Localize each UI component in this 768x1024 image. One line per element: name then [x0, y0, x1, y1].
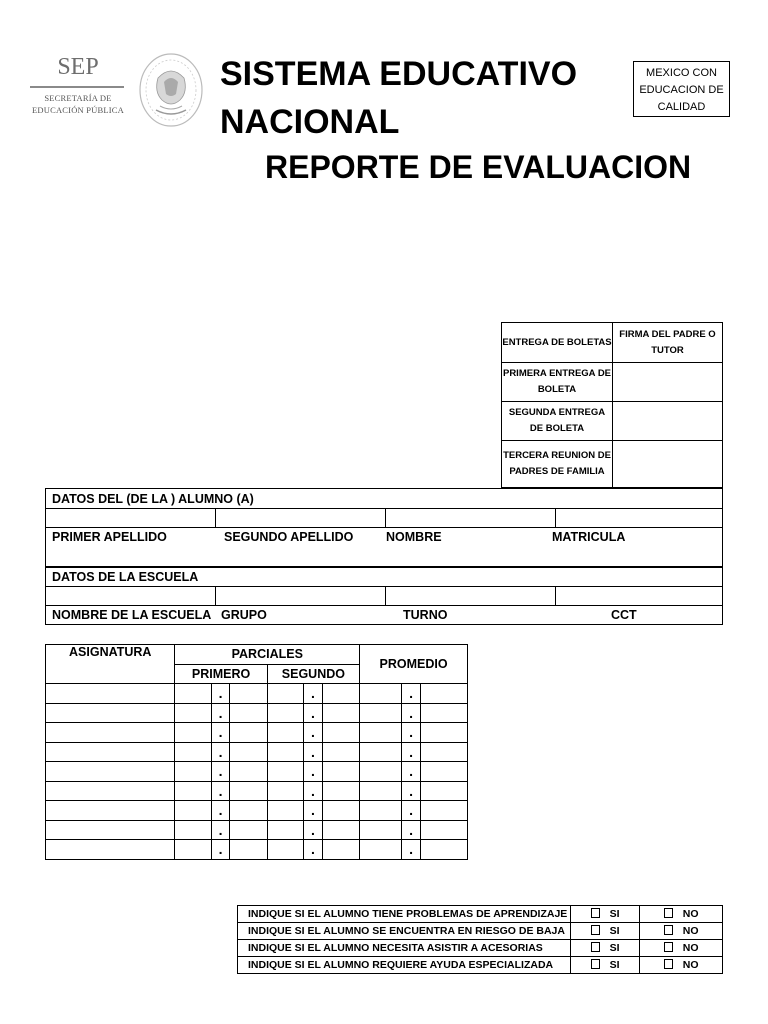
- list-item: [238, 940, 723, 957]
- si-checkbox[interactable]: [591, 942, 600, 952]
- primero-dot-cell: .: [211, 742, 230, 762]
- primero-dot-cell: .: [211, 723, 230, 743]
- primero-dec-cell[interactable]: [230, 781, 267, 801]
- primero-dot-cell: .: [211, 801, 230, 821]
- promedio-dot-cell: .: [402, 801, 421, 821]
- entrega-row-2: SEGUNDA ENTREGA DE BOLETA: [502, 402, 613, 441]
- segundo-dot-cell: .: [304, 723, 323, 743]
- primero-dec-cell[interactable]: [230, 762, 267, 782]
- promedio-int-cell[interactable]: [360, 762, 402, 782]
- no-option[interactable]: [640, 906, 723, 923]
- cct-label: CCT: [611, 608, 637, 622]
- segundo-dot-cell: .: [304, 703, 323, 723]
- entrega-row-1: PRIMERA ENTREGA DE BOLETA: [502, 363, 613, 402]
- primero-int-cell[interactable]: [175, 820, 211, 840]
- escuela-table: [45, 566, 723, 625]
- entrega-boletas-table: [501, 322, 723, 488]
- segundo-dot-cell: .: [304, 781, 323, 801]
- no-checkbox[interactable]: [664, 925, 673, 935]
- segundo-dec-cell[interactable]: [322, 840, 359, 860]
- si-checkbox[interactable]: [591, 925, 600, 935]
- sep-logo-subtitle: [28, 92, 128, 116]
- primero-dec-cell[interactable]: [230, 742, 267, 762]
- grupo-field[interactable]: [216, 587, 386, 606]
- si-label: SI: [609, 925, 620, 937]
- segundo-int-cell[interactable]: [267, 762, 303, 782]
- escuela-section-title: DATOS DE LA ESCUELA: [46, 567, 723, 587]
- table-row: [46, 742, 468, 762]
- table-row: [46, 723, 468, 743]
- sep-logo-text: SEP: [57, 54, 99, 80]
- firma-cell-2[interactable]: [613, 402, 723, 441]
- primero-int-cell[interactable]: [175, 684, 211, 704]
- nombre-escuela-label: NOMBRE DE LA ESCUELA: [52, 608, 212, 622]
- si-label: SI: [609, 908, 620, 920]
- cct-field[interactable]: [556, 587, 723, 606]
- firma-cell-1[interactable]: [613, 363, 723, 402]
- segundo-apellido-label: SEGUNDO APELLIDO: [224, 530, 354, 544]
- no-label: NO: [682, 959, 699, 971]
- title-line-1: SISTEMA EDUCATIVO: [220, 55, 578, 93]
- asignatura-cell[interactable]: [46, 781, 175, 801]
- segundo-dot-cell: .: [304, 684, 323, 704]
- primero-dot-cell: .: [211, 820, 230, 840]
- promedio-dot-cell: .: [402, 820, 421, 840]
- table-row: [46, 801, 468, 821]
- asignatura-cell[interactable]: [46, 762, 175, 782]
- si-label: SI: [609, 942, 620, 954]
- primero-dec-cell[interactable]: [230, 801, 267, 821]
- promedio-dec-cell[interactable]: [420, 742, 467, 762]
- indicator-question: INDIQUE SI EL ALUMNO SE ENCUENTRA EN RIESGO DE BAJA: [238, 923, 571, 940]
- turno-field[interactable]: [386, 587, 556, 606]
- table-row: [46, 684, 468, 704]
- promedio-int-cell[interactable]: [360, 801, 402, 821]
- promedio-dec-cell[interactable]: [420, 820, 467, 840]
- promedio-dot-cell: .: [402, 684, 421, 704]
- firma-cell-3[interactable]: [613, 441, 723, 488]
- si-checkbox[interactable]: [591, 908, 600, 918]
- table-row: [46, 820, 468, 840]
- asignatura-cell[interactable]: [46, 801, 175, 821]
- matricula-field[interactable]: [556, 509, 723, 528]
- list-item: [238, 923, 723, 940]
- promedio-int-cell[interactable]: [360, 723, 402, 743]
- segundo-dec-cell[interactable]: [322, 781, 359, 801]
- segundo-int-cell[interactable]: [267, 801, 303, 821]
- indicator-question: INDIQUE SI EL ALUMNO TIENE PROBLEMAS DE APRENDIZAJE: [238, 906, 571, 923]
- si-option[interactable]: [571, 940, 640, 957]
- report-title: REPORTE DE EVALUACION: [265, 149, 692, 185]
- primero-int-cell[interactable]: [175, 723, 211, 743]
- nombre-field[interactable]: [386, 509, 556, 528]
- asignatura-cell[interactable]: [46, 840, 175, 860]
- promedio-dot-cell: .: [402, 723, 421, 743]
- asignatura-cell[interactable]: [46, 703, 175, 723]
- no-option[interactable]: [640, 940, 723, 957]
- segundo-dot-cell: .: [304, 801, 323, 821]
- title-line-2: NACIONAL: [220, 103, 400, 141]
- segundo-dec-cell[interactable]: [322, 723, 359, 743]
- alumno-table: [45, 488, 723, 568]
- indicator-question: INDIQUE SI EL ALUMNO NECESITA ASISTIR A ACESORIAS: [238, 940, 571, 957]
- asignatura-header: ASIGNATURA: [46, 645, 175, 684]
- promedio-dec-cell[interactable]: [420, 840, 467, 860]
- calificaciones-table: [45, 644, 468, 860]
- promedio-int-cell[interactable]: [360, 742, 402, 762]
- primero-int-cell[interactable]: [175, 840, 211, 860]
- primero-dot-cell: .: [211, 840, 230, 860]
- list-item: [238, 957, 723, 974]
- segundo-int-cell[interactable]: [267, 742, 303, 762]
- no-checkbox[interactable]: [664, 908, 673, 918]
- promedio-header: PROMEDIO: [360, 645, 468, 684]
- asignatura-cell[interactable]: [46, 723, 175, 743]
- segundo-int-cell[interactable]: [267, 723, 303, 743]
- no-option[interactable]: [640, 923, 723, 940]
- primero-dec-cell[interactable]: [230, 684, 267, 704]
- promedio-dot-cell: .: [402, 781, 421, 801]
- primer-apellido-field[interactable]: [46, 509, 216, 528]
- primero-dot-cell: .: [211, 684, 230, 704]
- segundo-dot-cell: .: [304, 762, 323, 782]
- no-checkbox[interactable]: [664, 959, 673, 969]
- primero-int-cell[interactable]: [175, 762, 211, 782]
- primero-dec-cell[interactable]: [230, 703, 267, 723]
- grupo-label: GRUPO: [221, 608, 267, 622]
- promedio-dot-cell: .: [402, 703, 421, 723]
- sep-logo-subtitle-1: SECRETARÍA DE: [44, 93, 112, 103]
- list-item: [238, 906, 723, 923]
- no-label: NO: [682, 908, 699, 920]
- segundo-int-cell[interactable]: [267, 781, 303, 801]
- indicadores-table: [237, 905, 723, 974]
- nombre-escuela-field[interactable]: [46, 587, 216, 606]
- segundo-int-cell[interactable]: [267, 684, 303, 704]
- firma-header: FIRMA DEL PADRE O TUTOR: [613, 323, 723, 363]
- indicator-question: INDIQUE SI EL ALUMNO REQUIERE AYUDA ESPECIALIZADA: [238, 957, 571, 974]
- promedio-dec-cell[interactable]: [420, 801, 467, 821]
- segundo-apellido-field[interactable]: [216, 509, 386, 528]
- no-label: NO: [682, 925, 699, 937]
- segundo-header: SEGUNDO: [267, 664, 359, 684]
- promedio-int-cell[interactable]: [360, 703, 402, 723]
- segundo-int-cell[interactable]: [267, 703, 303, 723]
- no-label: NO: [682, 942, 699, 954]
- entrega-header: ENTREGA DE BOLETAS: [502, 323, 613, 363]
- segundo-dec-cell[interactable]: [322, 762, 359, 782]
- primero-int-cell[interactable]: [175, 781, 211, 801]
- motto-box: MEXICO CON EDUCACION DE CALIDAD: [633, 61, 730, 117]
- alumno-section-title: DATOS DEL (DE LA ) ALUMNO (A): [46, 489, 723, 509]
- asignatura-cell[interactable]: [46, 820, 175, 840]
- no-option[interactable]: [640, 957, 723, 974]
- primero-int-cell[interactable]: [175, 703, 211, 723]
- segundo-dec-cell[interactable]: [322, 820, 359, 840]
- promedio-dot-cell: .: [402, 762, 421, 782]
- sep-logo-subtitle-2: EDUCACIÓN PÚBLICA: [32, 105, 124, 115]
- primero-dec-cell[interactable]: [230, 840, 267, 860]
- turno-label: TURNO: [403, 608, 448, 622]
- parciales-header: PARCIALES: [175, 645, 360, 665]
- promedio-int-cell[interactable]: [360, 840, 402, 860]
- grade-rows: [46, 684, 468, 860]
- alumno-labels-row: [46, 528, 723, 568]
- segundo-dot-cell: .: [304, 742, 323, 762]
- asignatura-cell[interactable]: [46, 742, 175, 762]
- si-option[interactable]: [571, 923, 640, 940]
- no-checkbox[interactable]: [664, 942, 673, 952]
- promedio-dot-cell: .: [402, 742, 421, 762]
- promedio-int-cell[interactable]: [360, 820, 402, 840]
- promedio-dec-cell[interactable]: [420, 684, 467, 704]
- segundo-dec-cell[interactable]: [322, 801, 359, 821]
- segundo-dot-cell: .: [304, 820, 323, 840]
- primero-dot-cell: .: [211, 781, 230, 801]
- primero-dot-cell: .: [211, 762, 230, 782]
- promedio-int-cell[interactable]: [360, 781, 402, 801]
- primer-apellido-label: PRIMER APELLIDO: [52, 530, 167, 544]
- table-row: [46, 762, 468, 782]
- promedio-dot-cell: .: [402, 840, 421, 860]
- primero-int-cell[interactable]: [175, 742, 211, 762]
- segundo-dec-cell[interactable]: [322, 684, 359, 704]
- national-seal-icon: [136, 48, 206, 130]
- promedio-dec-cell[interactable]: [420, 781, 467, 801]
- segundo-dot-cell: .: [304, 840, 323, 860]
- si-option[interactable]: [571, 957, 640, 974]
- primero-header: PRIMERO: [175, 664, 267, 684]
- segundo-dec-cell[interactable]: [322, 742, 359, 762]
- nombre-label: NOMBRE: [386, 530, 442, 544]
- promedio-dec-cell[interactable]: [420, 703, 467, 723]
- table-row: [46, 840, 468, 860]
- table-row: [46, 703, 468, 723]
- primero-dec-cell[interactable]: [230, 723, 267, 743]
- sep-logo-divider: [30, 86, 124, 88]
- table-row: [46, 781, 468, 801]
- segundo-int-cell[interactable]: [267, 840, 303, 860]
- promedio-dec-cell[interactable]: [420, 723, 467, 743]
- primero-dot-cell: .: [211, 703, 230, 723]
- promedio-dec-cell[interactable]: [420, 762, 467, 782]
- entrega-row-3: TERCERA REUNION DE PADRES DE FAMILIA: [502, 441, 613, 488]
- si-checkbox[interactable]: [591, 959, 600, 969]
- si-option[interactable]: [571, 906, 640, 923]
- si-label: SI: [609, 959, 620, 971]
- matricula-label: MATRICULA: [552, 530, 626, 544]
- promedio-int-cell[interactable]: [360, 684, 402, 704]
- primero-dec-cell[interactable]: [230, 820, 267, 840]
- asignatura-cell[interactable]: [46, 684, 175, 704]
- primero-int-cell[interactable]: [175, 801, 211, 821]
- escuela-labels-row: [46, 606, 723, 625]
- segundo-int-cell[interactable]: [267, 820, 303, 840]
- segundo-dec-cell[interactable]: [322, 703, 359, 723]
- indicadores-rows: [238, 906, 723, 974]
